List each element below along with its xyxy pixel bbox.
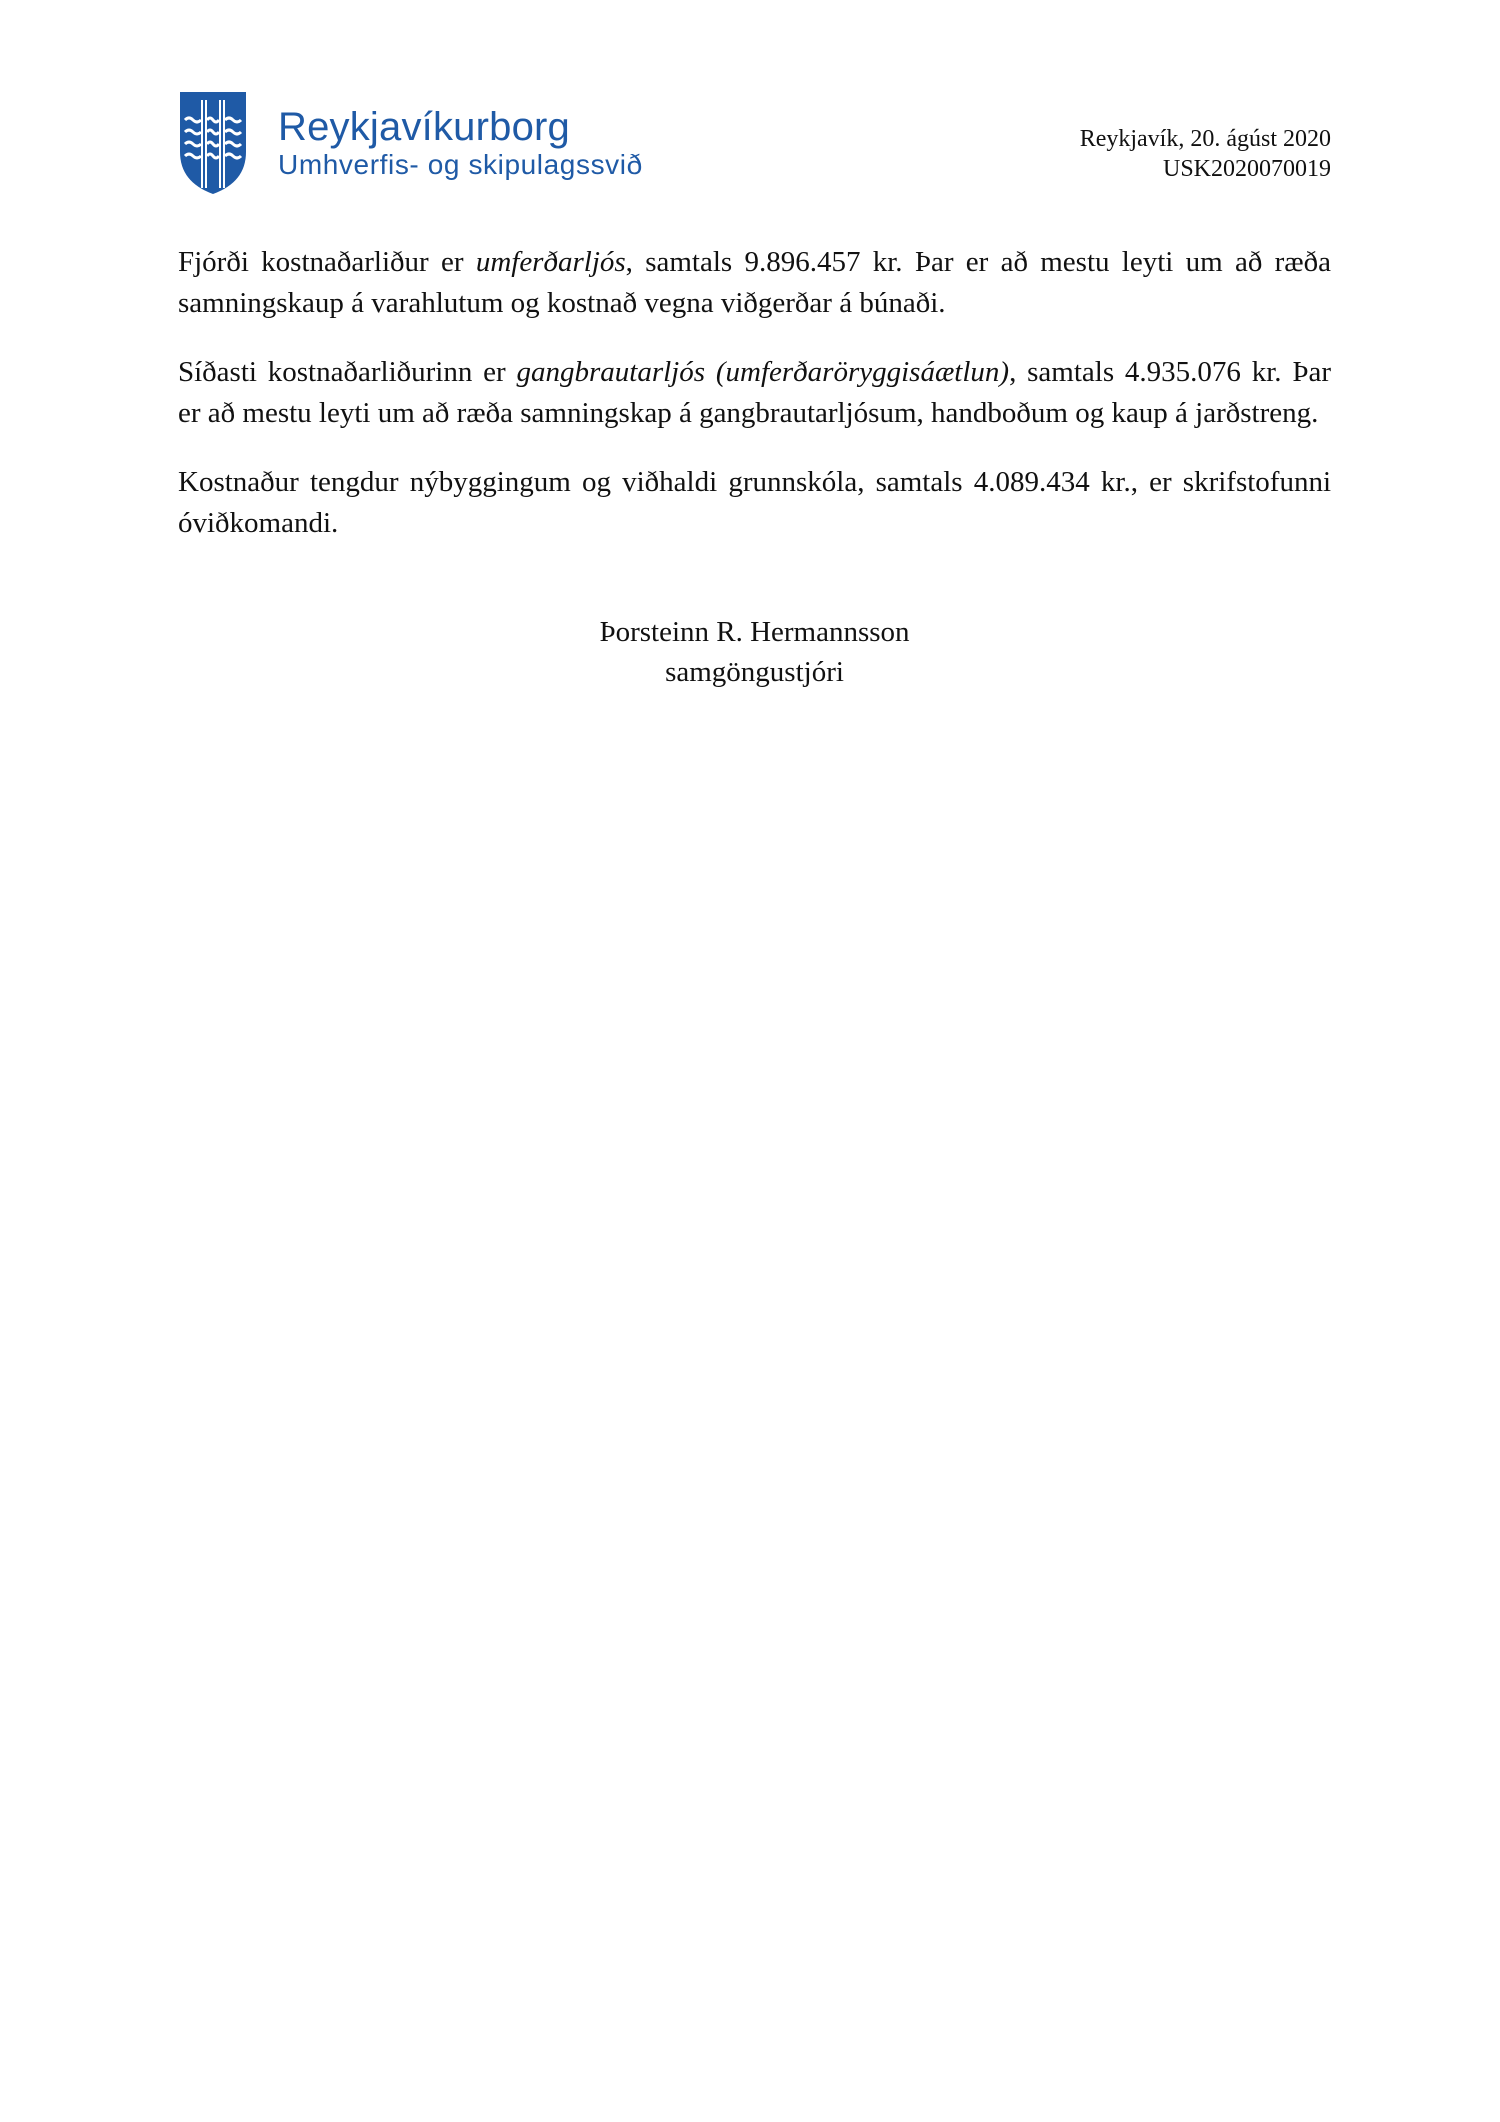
letter-body [178,242,1331,572]
paragraph-italic: umferðarljós [475,246,626,278]
paragraph [178,462,1331,544]
place-date: Reykjavík, 20. ágúst 2020 [1079,126,1331,152]
paragraph-text: Síðasti kostnaðarliðurinn er [178,356,517,388]
signatory-name: Þorsteinn R. Hermannsson [599,616,910,648]
letter-meta [1080,124,1331,184]
signature-block [178,612,1331,692]
signatory-title: samgöngustjóri [665,656,844,688]
paragraph [178,242,1331,324]
paragraph-text: , samtals 4.935.076 kr. Þar er að mestu leyti um að ræða samningskap á gangbrautarljósum, handboðum og kaup á jarðstreng. [178,356,1332,429]
logo-text [278,105,643,181]
department-name: Umhverfis- og skipulagssvið [278,149,643,180]
reykjavik-crest-icon [178,90,248,196]
case-number: USK2020070019 [1162,156,1331,182]
paragraph-italic: gangbrautarljós (umferðaröryggisáætlun) [516,356,1010,388]
paragraph-text: Fjórði kostnaðarliður er [178,246,476,278]
paragraph-text: Kostnaður tengdur nýbyggingum og viðhaldi grunnskóla, samtals 4.089.434 kr., er skrifstofunni óviðkomandi. [178,466,1331,539]
organization-name: Reykjavíkurborg [278,105,571,149]
paragraph-text: , samtals 9.896.457 kr. Þar er að mestu leyti um að ræða samningskaup á varahlutum og kostnað vegna viðgerðar á búnaði. [178,246,1332,319]
paragraph [178,352,1331,434]
organization-logo [178,90,643,196]
